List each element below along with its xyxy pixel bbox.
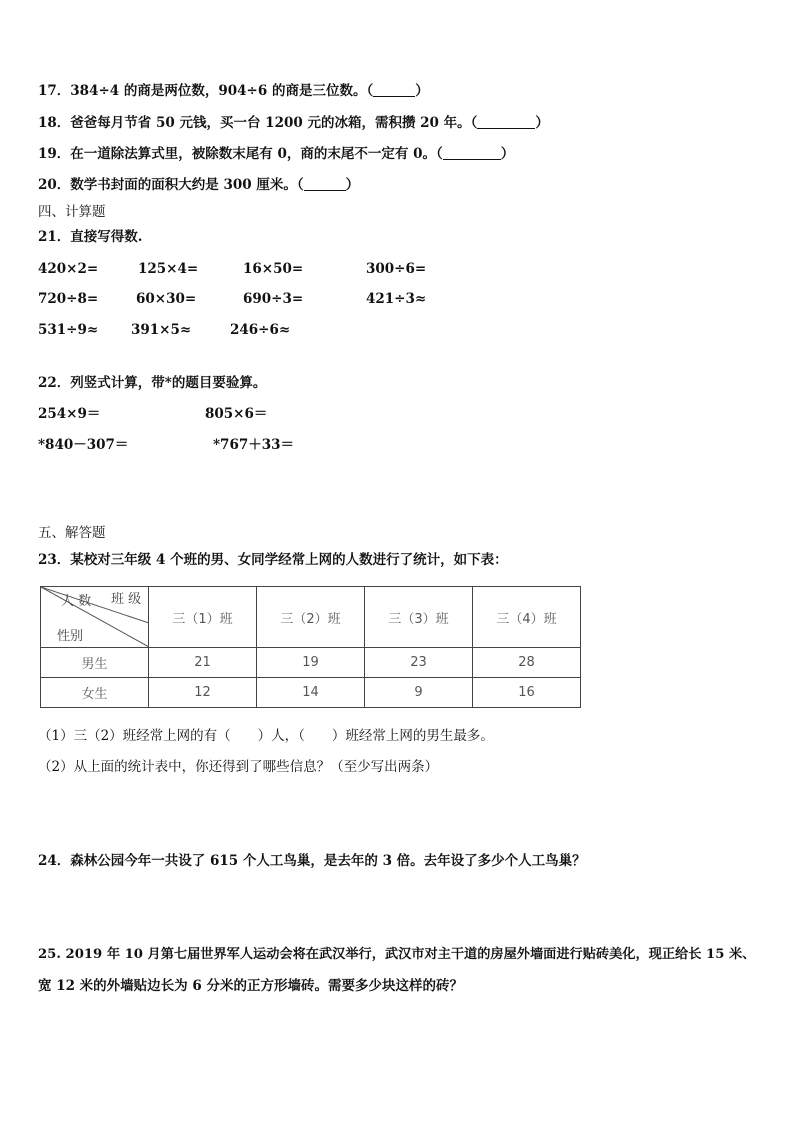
q21-item: 690÷3= xyxy=(243,291,304,307)
bracket-close: ） xyxy=(415,83,429,99)
answer-blank[interactable] xyxy=(373,83,415,97)
question-23-prompt: 23．某校对三年级 4 个班的男、女同学经常上网的人数进行了统计，如下表： xyxy=(38,552,508,568)
q21-item: 246÷6≈ xyxy=(230,322,291,338)
q21-item: 125×4= xyxy=(138,261,199,277)
statistics-table xyxy=(40,586,581,708)
answer-blank[interactable] xyxy=(443,146,501,160)
question-19 xyxy=(38,145,514,163)
section-4-title: 四、计算题 xyxy=(38,204,106,220)
column-header: 三（3）班 xyxy=(365,587,473,648)
answer-blank[interactable] xyxy=(304,177,346,191)
row-label: 女生 xyxy=(41,678,149,708)
question-18-text: 18．爸爸每月节省 50 元钱，买一台 1200 元的冰箱，需积攒 20 年。（ xyxy=(38,115,478,131)
question-20 xyxy=(38,176,359,194)
table-cell: 16 xyxy=(473,678,581,708)
table-cell: 12 xyxy=(149,678,257,708)
table-header-row xyxy=(41,587,581,648)
bracket-close: ） xyxy=(500,146,515,162)
question-17-text: 17．384÷4 的商是两位数，904÷6 的商是三位数。（ xyxy=(38,83,374,99)
question-21-prompt: 21．直接写得数. xyxy=(38,229,143,245)
corner-label-renshu: 人 数 xyxy=(61,594,92,609)
bracket-close: ） xyxy=(535,115,549,131)
table-cell: 28 xyxy=(473,648,581,678)
q21-item: 391×5≈ xyxy=(131,322,192,338)
question-23-sub2: （2）从上面的统计表中，你还得到了哪些信息？（至少写出两条） xyxy=(38,759,439,775)
q21-item: 420×2= xyxy=(38,261,99,277)
corner-label-xingbie: 性别 xyxy=(57,629,84,644)
table-cell: 14 xyxy=(257,678,365,708)
column-header: 三（1）班 xyxy=(149,587,257,648)
row-label: 男生 xyxy=(41,648,149,678)
q22-item: 254×9＝ xyxy=(38,406,101,422)
question-22-prompt: 22．列竖式计算，带*的题目要验算。 xyxy=(38,375,267,391)
q21-item: 300÷6= xyxy=(366,261,427,277)
corner-label-banji: 班 级 xyxy=(111,592,142,607)
column-header: 三（4）班 xyxy=(473,587,581,648)
section-5-title: 五、解答题 xyxy=(38,525,106,541)
question-24: 24．森林公园今年一共设了 615 个人工鸟巢，是去年的 3 倍。去年设了多少个人工鸟巢？ xyxy=(38,853,586,869)
column-header: 三（2）班 xyxy=(257,587,365,648)
table-corner-cell xyxy=(41,587,149,648)
q21-item: 421÷3≈ xyxy=(366,291,427,307)
q21-item: 720÷8= xyxy=(38,291,99,307)
q21-item: 60×30= xyxy=(136,291,197,307)
q22-item: *840－307＝ xyxy=(38,437,129,453)
question-25-line2: 宽 12 米的外墙贴边长为 6 分米的正方形墙砖。需要多少块这样的砖？ xyxy=(38,978,463,994)
table-cell: 23 xyxy=(365,648,473,678)
question-18 xyxy=(38,114,549,132)
question-23-sub1: （1）三（2）班经常上网的有（ ）人，（ ）班经常上网的男生最多。 xyxy=(38,728,494,744)
question-20-text: 20．数学书封面的面积大约是 300 厘米。（ xyxy=(38,177,304,193)
q22-item: *767＋33＝ xyxy=(213,437,295,453)
question-19-text: 19．在一道除法算式里，被除数末尾有 0，商的末尾不一定有 0。（ xyxy=(38,146,443,162)
table-cell: 21 xyxy=(149,648,257,678)
table-row xyxy=(41,678,581,708)
q21-item: 16×50= xyxy=(243,261,304,277)
table-cell: 19 xyxy=(257,648,365,678)
q22-item: 805×6＝ xyxy=(205,406,268,422)
question-17 xyxy=(38,82,429,100)
bracket-close: ） xyxy=(345,177,360,193)
question-25-line1: 25. 2019 年 10 月第七届世界军人运动会将在武汉举行，武汉市对主干道的房屋外墙面进行贴砖美化，现正给长 15 米、 xyxy=(38,947,756,962)
table-cell: 9 xyxy=(365,678,473,708)
answer-blank[interactable] xyxy=(477,115,535,129)
q21-item: 531÷9≈ xyxy=(38,322,99,338)
table-row xyxy=(41,648,581,678)
